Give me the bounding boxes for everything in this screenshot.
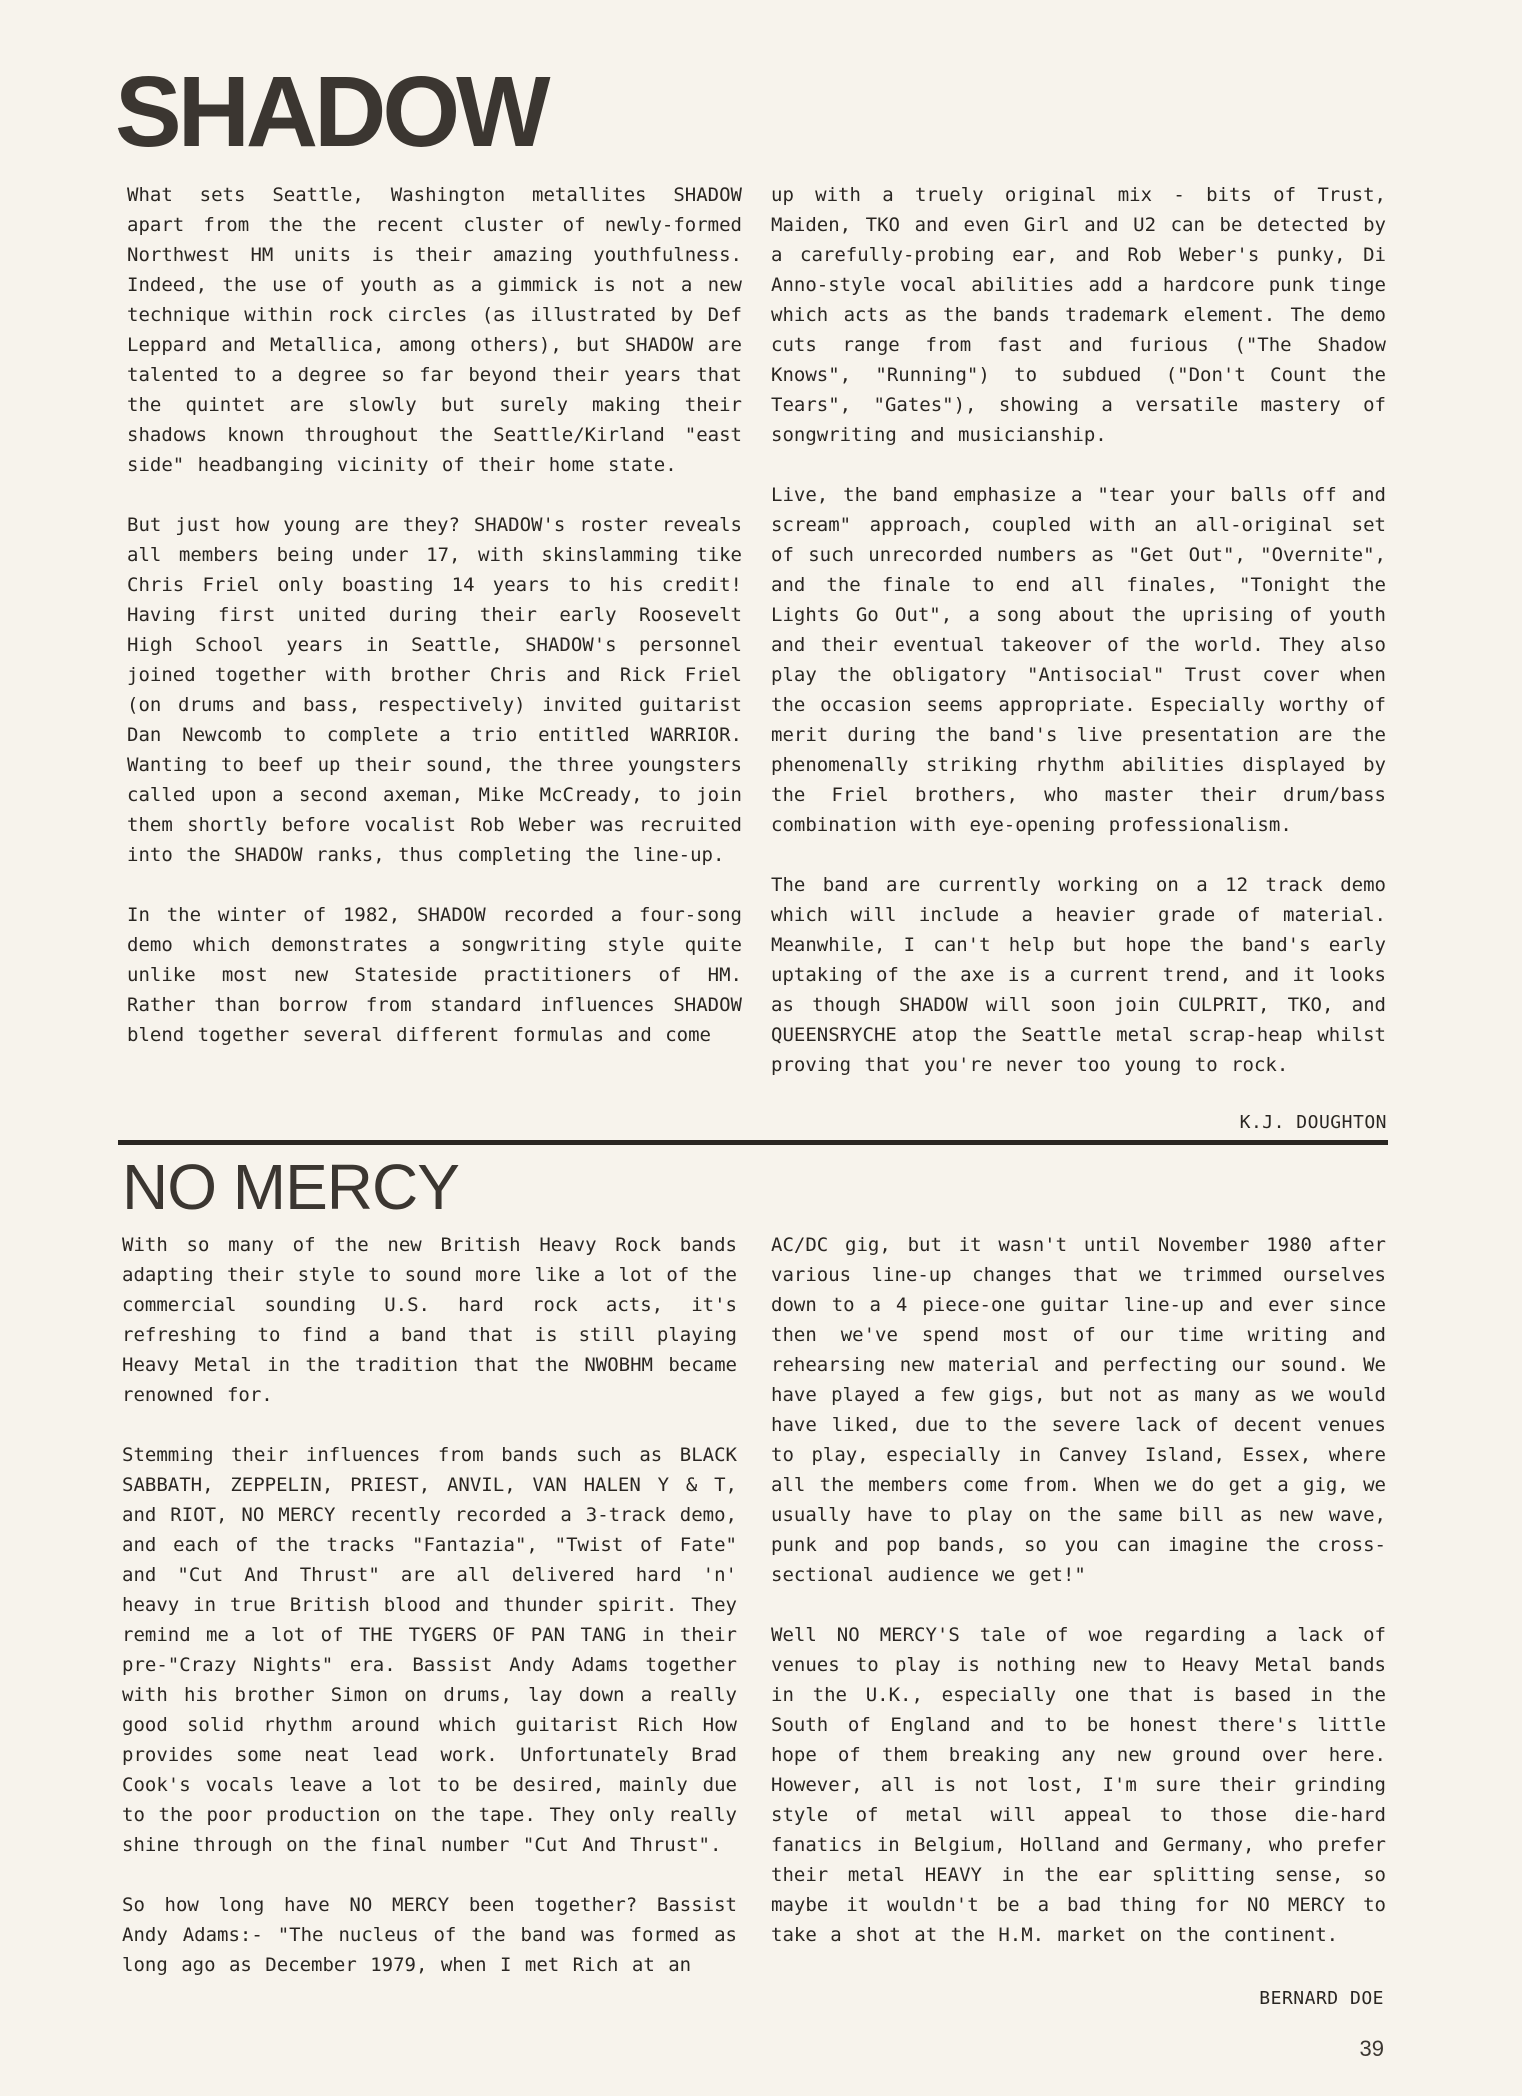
article-column-left bbox=[122, 1230, 737, 1980]
article-column-left bbox=[127, 180, 742, 1050]
author-byline: BERNARD DOE bbox=[1259, 1988, 1384, 2009]
paragraph: Stemming their influences from bands such as BLACK SABBATH, ZEPPELIN, PRIEST, ANVIL, VAN HALEN Y & T, and RIOT, NO MERCY recently recorded a 3-track demo, and each of the tracks "Fantazia", "Twist of Fate" and "Cut And Thrust" are all delivered hard 'n' heavy in true British blood and thunder spirit. They remind me a lot of THE TYGERS OF PAN TANG in their pre-"Crazy Nights" era. Bassist Andy Adams together with his brother Simon on drums, lay down a really good solid rhythm around which guitarist Rich How provides some neat lead work. Unfortunately Brad Cook's vocals leave a lot to be desired, mainly due to the poor production on the tape. They only really shine through on the final number "Cut And Thrust". bbox=[122, 1444, 737, 1856]
author-byline: K.J. DOUGHTON bbox=[1239, 1112, 1387, 1133]
section-divider bbox=[118, 1140, 1388, 1145]
page-number: 39 bbox=[1359, 2036, 1384, 2061]
article-column-right bbox=[771, 180, 1386, 1080]
paragraph: up with a truely original mix - bits of Trust, Maiden, TKO and even Girl and U2 can be detected by a carefully-probing ear, and Rob Weber's punky, Di Anno-style vocal abilities add a hardcore punk tinge which acts as the bands trademark element. The demo cuts range from fast and furious ("The Shadow Knows", "Running") to subdued ("Don't Count the Tears", "Gates"), showing a versatile mastery of songwriting and musicianship. bbox=[771, 184, 1386, 446]
paragraph: So how long have NO MERCY been together? Bassist Andy Adams:- "The nucleus of the band was formed as long ago as December 1979, when I met Rich at an bbox=[122, 1894, 737, 1976]
paragraph: What sets Seattle, Washington metallites SHADOW apart from the the recent cluster of newly-formed Northwest HM units is their amazing youthfulness. Indeed, the use of youth as a gimmick is not a new technique within rock circles (as illustrated by Def Leppard and Metallica, among others), but SHADOW are talented to a degree so far beyond their years that the quintet are slowly but surely making their shadows known throughout the Seattle/Kirland "east side" headbanging vicinity of their home state. bbox=[127, 184, 742, 476]
paragraph: Well NO MERCY'S tale of woe regarding a lack of venues to play is nothing new to Heavy Metal bands in the U.K., especially one that is based in the South of England and to be honest there's little hope of them breaking any new ground over here. However, all is not lost, I'm sure their grinding style of metal will appeal to those die-hard fanatics in Belgium, Holland and Germany, who prefer their metal HEAVY in the ear splitting sense, so maybe it wouldn't be a bad thing for NO MERCY to take a shot at the H.M. market on the continent. bbox=[771, 1624, 1386, 1946]
paragraph: The band are currently working on a 12 track demo which will include a heavier grade of material. Meanwhile, I can't help but hope the band's early uptaking of the axe is a current trend, and it looks as though SHADOW will soon join CULPRIT, TKO, and QUEENSRYCHE atop the Seattle metal scrap-heap whilst proving that you're never too young to rock. bbox=[771, 874, 1386, 1076]
article-title-no-mercy: NO MERCY bbox=[122, 1151, 459, 1223]
paragraph: AC/DC gig, but it wasn't until November 1980 after various line-up changes that we trimmed ourselves down to a 4 piece-one guitar line-up and ever since then we've spend most of our time writing and rehearsing new material and perfecting our sound. We have played a few gigs, but not as many as we would have liked, due to the severe lack of decent venues to play, especially in Canvey Island, Essex, where all the members come from. When we do get a gig, we usually have to play on the same bill as new wave, punk and pop bands, so you can imagine the cross-sectional audience we get!" bbox=[771, 1234, 1386, 1586]
article-column-right bbox=[771, 1230, 1386, 1950]
paragraph: In the winter of 1982, SHADOW recorded a four-song demo which demonstrates a songwriting style quite unlike most new Stateside practitioners of HM. Rather than borrow from standard influences SHADOW blend together several different formulas and come bbox=[127, 904, 742, 1046]
article-title-shadow: SHADOW bbox=[115, 56, 547, 168]
paragraph: But just how young are they? SHADOW's roster reveals all members being under 17, with skinslamming tike Chris Friel only boasting 14 years to his credit! Having first united during their early Roosevelt High School years in Seattle, SHADOW's personnel joined together with brother Chris and Rick Friel (on drums and bass, respectively) invited guitarist Dan Newcomb to complete a trio entitled WARRIOR. Wanting to beef up their sound, the three youngsters called upon a second axeman, Mike McCready, to join them shortly before vocalist Rob Weber was recruited into the SHADOW ranks, thus completing the line-up. bbox=[127, 514, 742, 866]
paragraph: With so many of the new British Heavy Rock bands adapting their style to sound more like a lot of the commercial sounding U.S. hard rock acts, it's refreshing to find a band that is still playing Heavy Metal in the tradition that the NWOBHM became renowned for. bbox=[122, 1234, 737, 1406]
paragraph: Live, the band emphasize a "tear your balls off and scream" approach, coupled with an all-original set of such unrecorded numbers as "Get Out", "Overnite", and the finale to end all finales, "Tonight the Lights Go Out", a song about the uprising of youth and their eventual takeover of the world. They also play the obligatory "Antisocial" Trust cover when the occasion seems appropriate. Especially worthy of merit during the band's live presentation are the phenomenally striking rhythm abilities displayed by the Friel brothers, who master their drum/bass combination with eye-opening professionalism. bbox=[771, 484, 1386, 836]
